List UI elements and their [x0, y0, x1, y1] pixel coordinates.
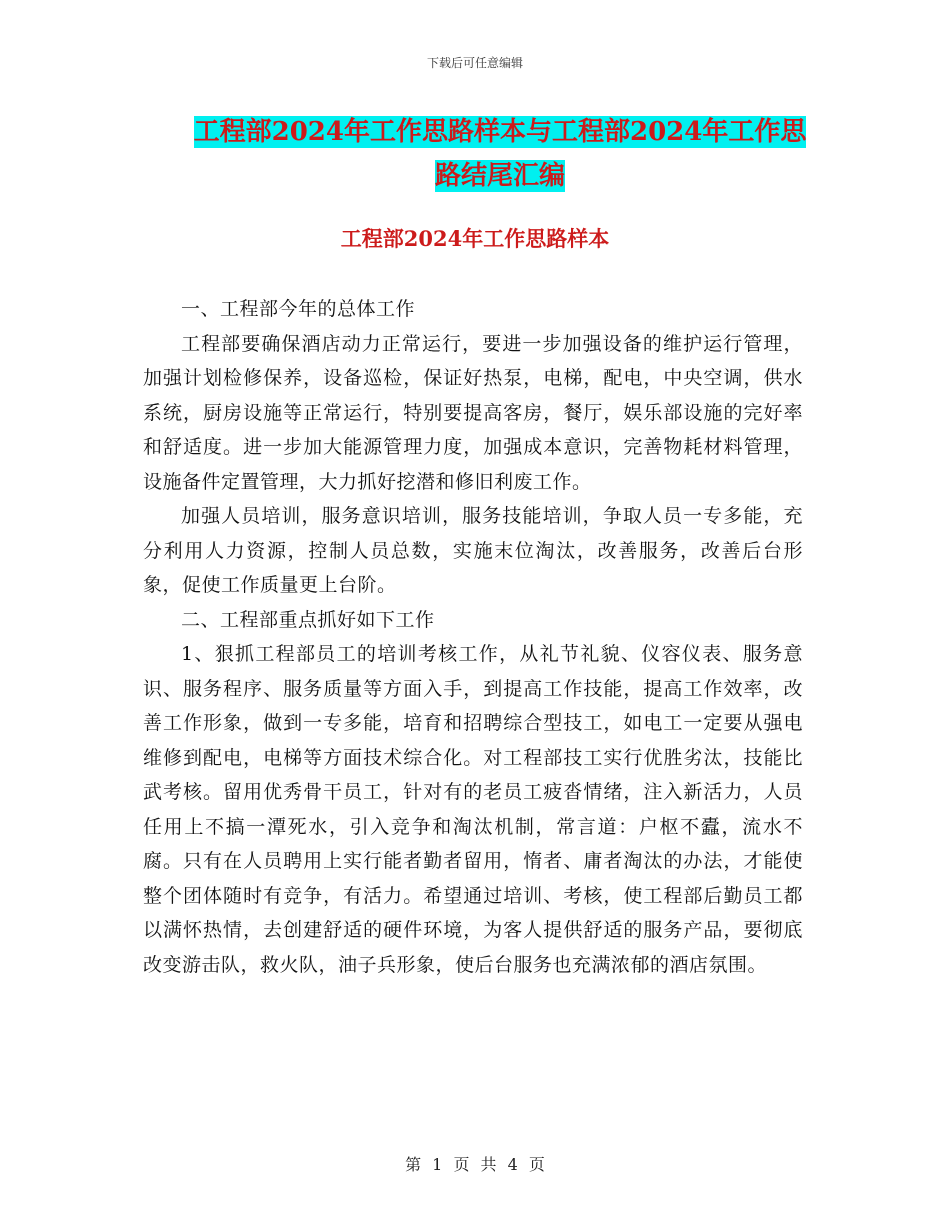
paragraph-staff-training: 加强人员培训，服务意识培训，服务技能培训，争取人员一专多能，充分利用人力资源，控制人员总数，实施末位淘汰，改善服务，改善后台形象，促使工作质量更上台阶。	[143, 505, 803, 596]
heading-key-work: 二、工程部重点抓好如下工作	[181, 608, 435, 631]
document-title-line-1: 工程部2024年工作思路样本与工程部2024年工作思	[193, 117, 807, 147]
page-footer: 第 1 页 共 4 页	[405, 1155, 545, 1174]
document-body	[143, 292, 803, 982]
document-title	[150, 110, 850, 198]
document-title-line-2: 路结尾汇编	[434, 161, 565, 191]
header-note: 下载后可任意编辑	[426, 56, 523, 70]
heading-overall-work: 一、工程部今年的总体工作	[181, 298, 416, 320]
paragraph-equipment-management: 工程部要确保酒店动力正常运行，要进一步加强设备的维护运行管理，加强计划检修保养，设备巡检，保证好热泵，电梯，配电，中央空调，供水系统，厨房设施等正常运行，特别要提高客房，餐厅，娱乐部设施的完好率和舒适度。进一步加大能源管理力度，加强成本意识，完善物耗材料管理，设施备件定置管理，大力抓好挖潜和修旧利废工作。	[143, 332, 803, 493]
section-title: 工程部2024年工作思路样本	[340, 226, 610, 251]
paragraph-training-assessment: 1、狠抓工程部员工的培训考核工作，从礼节礼貌、仪容仪表、服务意识、服务程序、服务质量等方面入手，到提高工作技能，提高工作效率，改善工作形象，做到一专多能，培育和招聘综合型技工，如电工一定要从强电维修到配电，电梯等方面技术综合化。对工程部技工实行优胜劣汰，技能比武考核。留用优秀骨干员工，针对有的老员工疲沓情绪，注入新活力，人员任用上不搞一潭死水，引入竞争和淘汰机制，常言道：户枢不蠹，流水不腐。只有在人员聘用上实行能者勤者留用，惰者、庸者淘汰的办法，才能使整个团体随时有竞争，有活力。希望通过培训、考核，使工程部后勤员工都以满怀热情，去创建舒适的硬件环境，为客人提供舒适的服务产品，要彻底改变游击队，救火队，油子兵形象，使后台服务也充满浓郁的酒店氛围。	[143, 643, 803, 976]
